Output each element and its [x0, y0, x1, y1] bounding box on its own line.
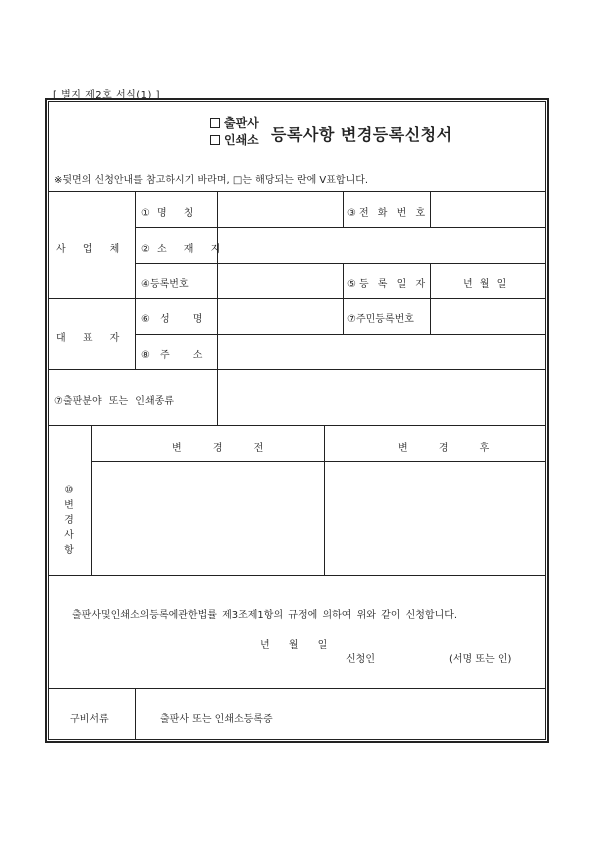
business-section-label: 사 업 체: [56, 244, 127, 255]
printer-checkbox-option[interactable]: 인쇄소: [210, 131, 259, 148]
column-divider: [343, 191, 344, 227]
applicant-label: 신청인: [346, 654, 375, 665]
phone-label: ③전 화 번 호: [347, 208, 429, 219]
attachment-value: 출판사 또는 인쇄소등록증: [160, 714, 273, 725]
checkbox-icon[interactable]: [210, 135, 220, 145]
column-divider: [135, 688, 136, 740]
registration-number-label: ④등록번호: [141, 279, 189, 290]
representative-name-label: ⑥성 명: [141, 314, 213, 325]
form-number-label: [ 별지 제2호 서식(1) ]: [53, 90, 161, 101]
registration-number-field[interactable]: [218, 264, 342, 297]
representative-section-label: 대 표 자: [56, 333, 127, 344]
business-name-field[interactable]: [218, 192, 342, 226]
business-address-field[interactable]: [218, 228, 545, 262]
phone-field[interactable]: [431, 192, 545, 226]
column-divider: [343, 263, 344, 298]
instruction-note: ※뒷면의 신청안내를 참고하시기 바라며, □는 해당되는 란에 V표합니다.: [54, 175, 369, 186]
row-divider: [48, 425, 546, 426]
column-divider: [430, 263, 431, 298]
signature-field[interactable]: (서명 또는 인): [449, 654, 512, 665]
representative-address-label: ⑧주 소: [141, 350, 213, 361]
form-title: 등록사항 변경등록신청서: [271, 125, 453, 144]
after-change-field[interactable]: [325, 462, 545, 574]
checkbox-icon[interactable]: [210, 118, 220, 128]
after-change-label: 변 경 후: [398, 443, 504, 454]
column-divider: [135, 191, 136, 369]
business-address-label: ②소 재 지: [141, 244, 228, 255]
attachment-label: 구비서류: [70, 714, 109, 725]
publisher-checkbox-option[interactable]: 출판사: [210, 114, 259, 131]
publishing-field-label: ⑦출판분야 또는 인쇄종류: [54, 396, 174, 407]
before-change-field[interactable]: [92, 462, 323, 574]
before-change-label: 변 경 전: [172, 443, 278, 454]
resident-number-label: ⑦주민등록번호: [347, 314, 414, 325]
representative-name-field[interactable]: [218, 299, 342, 333]
publishing-field-input[interactable]: [218, 370, 545, 424]
business-name-label: ①명 칭: [141, 208, 201, 219]
registration-date-label: ⑤등 록 일 자: [347, 279, 429, 290]
row-divider: [48, 688, 546, 689]
column-divider: [343, 298, 344, 334]
row-divider: [48, 575, 546, 576]
application-date[interactable]: 년 월 일: [260, 640, 331, 651]
resident-number-field[interactable]: [431, 299, 545, 333]
change-section-label: ⑩ 변 경 사 항: [64, 485, 74, 556]
registration-date-field[interactable]: 년 월 일: [463, 279, 509, 290]
application-statement: 출판사및인쇄소의등록에관한법률 제3조제1항의 규정에 의하여 위와 같이 신청합니다.: [72, 610, 458, 621]
representative-address-field[interactable]: [218, 335, 545, 368]
